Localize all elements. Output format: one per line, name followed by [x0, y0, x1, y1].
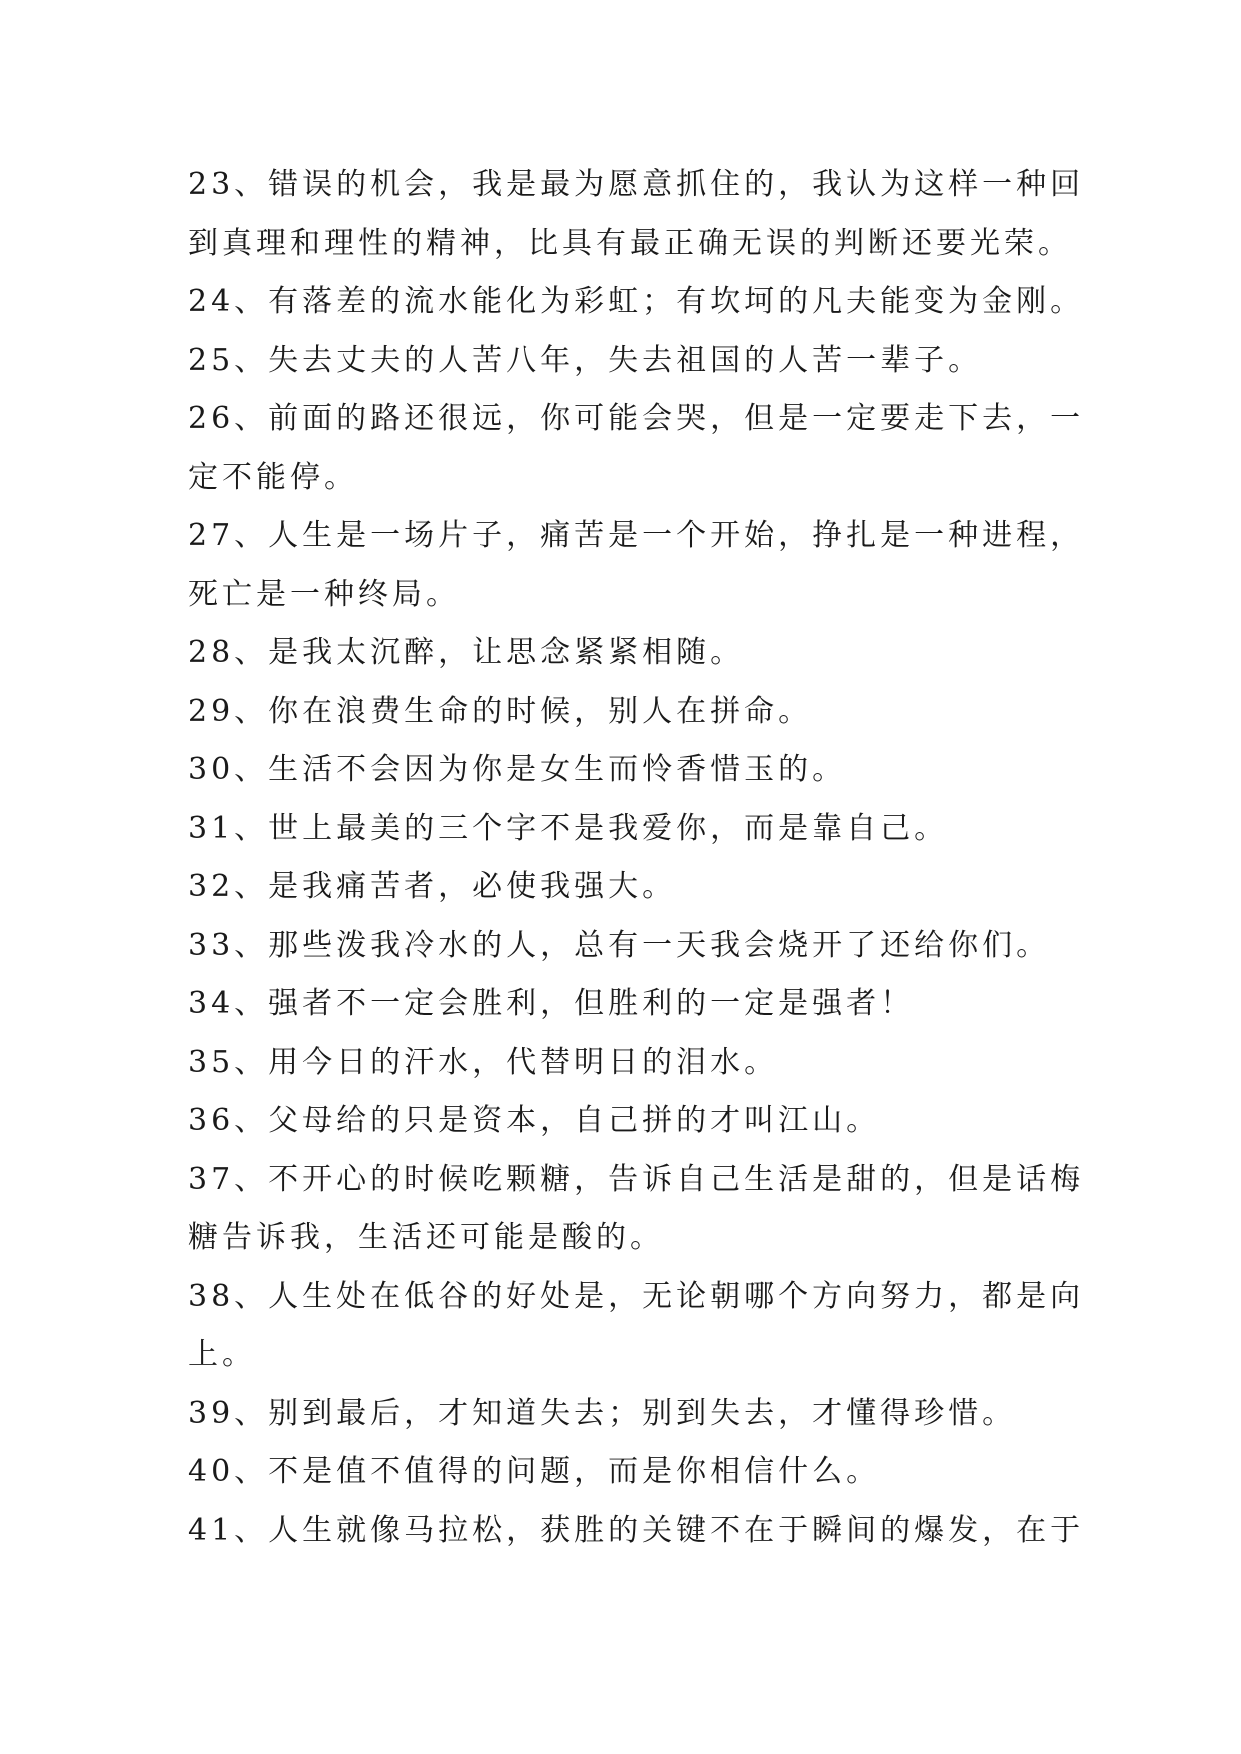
text-line: 定不能停。: [188, 459, 358, 495]
text-line: 24、有落差的流水能化为彩虹；有坎坷的凡夫能变为金刚。: [188, 284, 1085, 319]
text-line: 糖告诉我，生活还可能是酸的。: [188, 1220, 664, 1255]
text-line: 40、不是值不值得的问题，而是你相信什么。: [188, 1454, 881, 1489]
text-line: 到真理和理性的精神，比具有最正确无误的判断还要光荣。: [188, 225, 1072, 261]
text-line: 32、是我痛苦者，必使我强大。: [188, 869, 677, 904]
text-line: 38、人生处在低谷的好处是，无论朝哪个方向努力，都是向: [188, 1278, 1085, 1314]
text-line: 41、人生就像马拉松，获胜的关键不在于瞬间的爆发，在于: [188, 1512, 1085, 1548]
text-line: 30、生活不会因为你是女生而怜香惜玉的。: [188, 752, 847, 787]
text-line: 35、用今日的汗水，代替明日的泪水。: [188, 1044, 779, 1080]
text-line: 33、那些泼我冷水的人，总有一天我会烧开了还给你们。: [188, 927, 1051, 963]
text-line: 36、父母给的只是资本，自己拼的才叫江山。: [188, 1103, 881, 1138]
text-line: 28、是我太沉醉，让思念紧紧相随。: [188, 635, 745, 670]
text-line: 23、错误的机会，我是最为愿意抓住的，我认为这样一种回: [188, 167, 1085, 202]
text-line: 29、你在浪费生命的时候，别人在拼命。: [188, 693, 813, 729]
text-line: 死亡是一种终局。: [188, 576, 460, 612]
text-line: 39、别到最后，才知道失去；别到失去，才懂得珍惜。: [188, 1395, 1017, 1431]
text-line: 31、世上最美的三个字不是我爱你，而是靠自己。: [188, 810, 949, 846]
text-line: 37、不开心的时候吃颗糖，告诉自己生活是甜的，但是话梅: [188, 1161, 1085, 1197]
text-line: 上。: [188, 1337, 256, 1372]
text-line: 26、前面的路还很远，你可能会哭，但是一定要走下去，一: [188, 401, 1085, 436]
text-line: 34、强者不一定会胜利，但胜利的一定是强者！: [188, 986, 915, 1021]
text-line: 27、人生是一场片子，痛苦是一个开始，挣扎是一种进程，: [188, 518, 1085, 553]
text-line: 25、失去丈夫的人苦八年，失去祖国的人苦一辈子。: [188, 342, 983, 378]
quote-text-block: [188, 156, 1085, 1560]
